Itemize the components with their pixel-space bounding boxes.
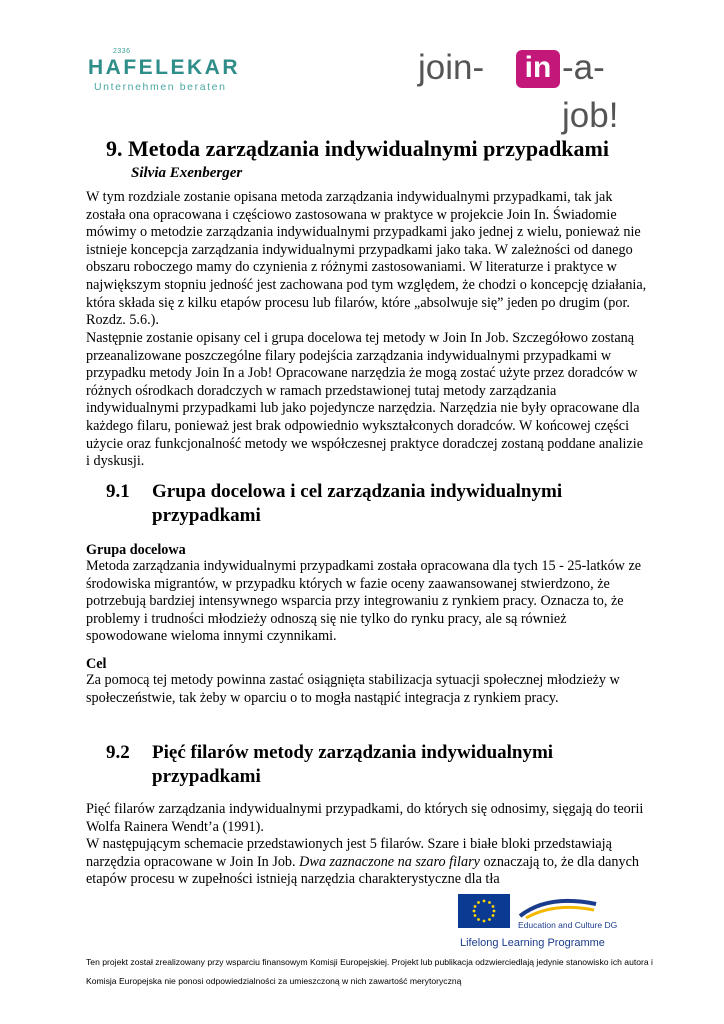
section-9-1-heading xyxy=(106,480,666,530)
section-9-2-heading xyxy=(106,741,666,791)
hafelekar-logo xyxy=(88,48,243,100)
section-title: Grupa docelowa i cel zarządzania indywidualnymi przypadkami xyxy=(152,481,563,526)
pillars-paragraph-2 xyxy=(86,836,648,889)
goal-paragraph: Za pomocą tej metody powinna zastać osiągnięta stabilizacja sytuacji społecznej młodzieży w społeczeństwie, tak żeby w oparciu o to mogła nastąpić integracja z rynkiem pracy. xyxy=(86,672,620,706)
lifelong-learning-label: Lifelong Learning Programme xyxy=(460,937,605,949)
education-culture-swoosh-icon xyxy=(518,896,598,920)
eu-flag-icon xyxy=(458,894,510,928)
footer-disclaimer-2: Komisja Europejska nie ponosi odpowiedzialności za umieszczoną w nich zawartość merytoryczną xyxy=(86,976,462,986)
hafelekar-subtitle: Unternehmen beraten xyxy=(94,81,227,93)
chapter-title: 9. Metoda zarządzania indywidualnymi przypadkami xyxy=(106,136,609,161)
hafelekar-year: 2336 xyxy=(113,48,131,55)
subheading-goal: Cel xyxy=(86,656,107,672)
italic-run: Dwa zaznaczone na szaro filary xyxy=(299,853,480,870)
footer-disclaimer-1: Ten projekt został zrealizowany przy wsparciu finansowym Komisji Europejskiej. Projekt lub publikacja odzwierciedlają jedynie stanowisko ich autora i xyxy=(86,957,653,967)
hafelekar-name: HAFELEKAR xyxy=(88,56,240,79)
section-number: 9.2 xyxy=(106,742,130,763)
intro-paragraph: W tym rozdziale zostanie opisana metoda zarządzania indywidualnymi przypadkami, tak jak została ona opracowana i częściowo zastosowana w praktyce w projekcie Join In. Świadomie mówimy o metodzie zarządzania indywidualnymi przypadkami jako jednej z wielu, ponieważ nie istnieje koncepcja zarządzania indywidualnymi przypadkami jako taka. W zależności od danego obszaru roboczego mamy do czynienia z różnymi zastosowaniami. W literaturze i praktyce w największym stopniu jedność jest zachowana pod tym względem, że chodzi o koncepcję działania, która składa się z kilku etapów procesu lub filarów, które „absolwuje się” jeden po drugim (por. Rozdz. 5.6.). xyxy=(86,189,647,329)
section-title: Pięć filarów metody zarządzania indywidualnymi przypadkami xyxy=(152,742,554,787)
pillars-paragraph: Pięć filarów zarządzania indywidualnymi przypadkami, do których się odnosimy, sięgają do teorii Wolfa Rainera Wendt’a (1991). xyxy=(86,801,644,835)
subheading-target-group: Grupa docelowa xyxy=(86,542,186,558)
join-in-a-job-logo xyxy=(418,44,650,135)
logo-a-job: -a-job! xyxy=(562,48,619,135)
education-culture-label: Education and Culture DG xyxy=(518,920,618,930)
text-run: W następującym schemacie przedstawionych jest 5 filarów. Szare i białe bloki przedstawiają narzędzia opracowane w Join In Job. xyxy=(86,836,612,870)
chapter-author: Silvia Exenberger xyxy=(131,165,243,181)
intro-paragraph-2: Następnie zostanie opisany cel i grupa docelowa tej metody w Join In Job. Szczegółowo zostaną przeanalizowane poszczególne filary podejścia zarządzania indywidualnymi przypadkami w przypadku metody Join In a Job! Opracowane narzędzia że mogą zostać użyte przez doradców w różnych ośrodkach doradczych w ramach przedstawionej tutaj metody zarządzania indywidualnymi przypadkami lub jako pojedyncze narzędzia. Narzędzia nie były opracowane dla każdego filaru, ponieważ jest brak odpowiednio wykształconych doradców. W końcowej części użycie oraz funkcjonalność metody we współczesnej praktyce doradczej zostaną poddane analizie i dyskusji. xyxy=(86,330,644,470)
text-run: oznaczają to, że dla danych etapów procesu w zupełności istnieją narzędzia charakterystyczne dla tła xyxy=(86,853,640,888)
section-number: 9.1 xyxy=(106,481,130,502)
target-group-paragraph: Metoda zarządzania indywidualnymi przypadkami została opracowana dla tych 15 - 25-latków ze środowiska migrantów, w przypadku których w fazie oceny zaawansowanej stwierdzono, że potrzebują bardziej intensywnego wsparcia przy integrowaniu z rynkiem pracy. Oznacza to, że problemy i trudności młodzieży odnoszą się nie tylko do rynku pracy, ale są również spowodowane wieloma innymi czynnikami. xyxy=(86,558,642,645)
logo-join: join- xyxy=(418,48,485,87)
logo-in-badge: in xyxy=(516,50,560,88)
